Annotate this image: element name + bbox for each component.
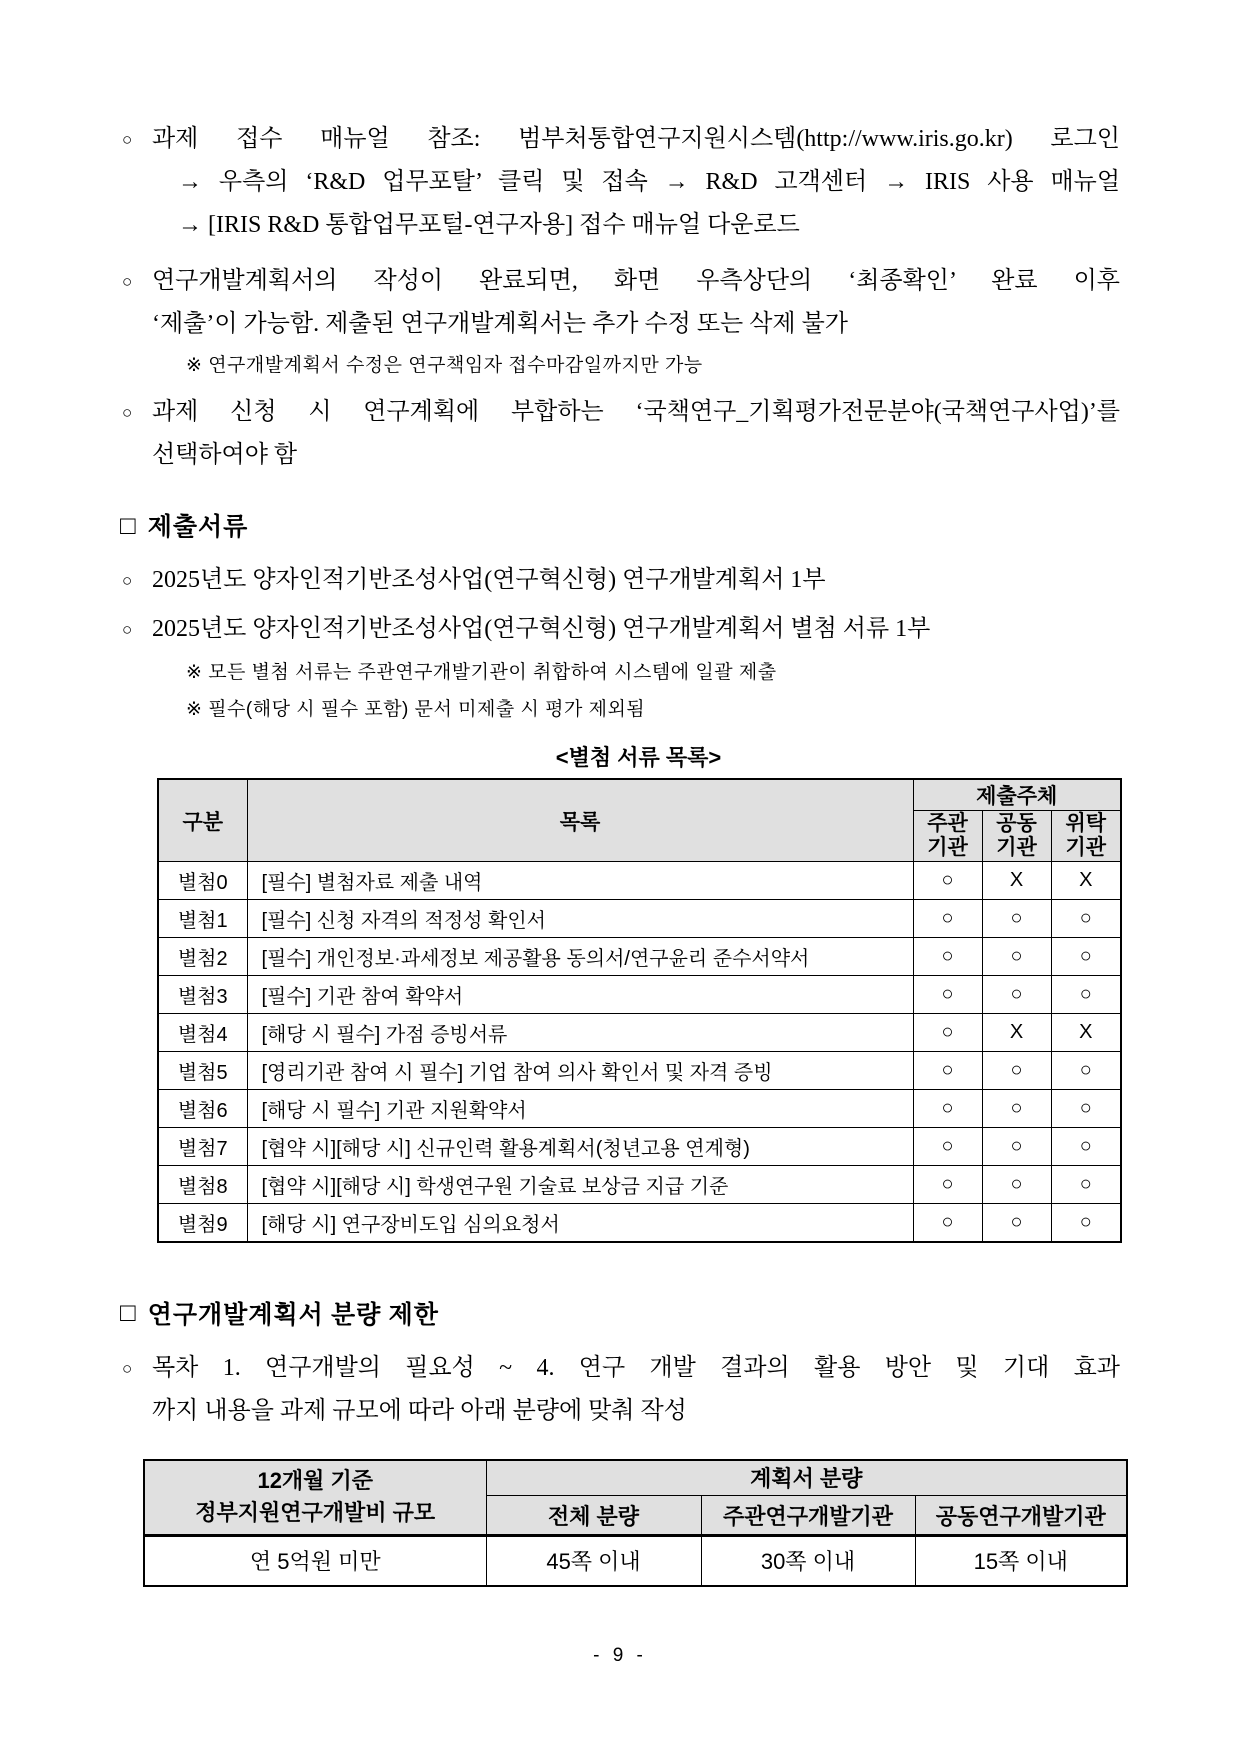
intro-bullet-1 xyxy=(120,118,1120,247)
header-line: 기관 xyxy=(1065,836,1107,859)
col-header-total-volume: 전체 분량 xyxy=(486,1496,701,1536)
table-row xyxy=(158,976,1121,1014)
bullet-circle-marker: ○ xyxy=(122,130,133,149)
attachment-id-cell: 별첨1 xyxy=(158,900,247,938)
attachment-doc-cell: [필수] 개인정보·과세정보 제공활용 동의서/연구윤리 준수서약서 xyxy=(247,938,913,976)
status-joint-cell: ○ xyxy=(982,900,1051,938)
status-lead-cell: ○ xyxy=(913,1052,982,1090)
attachment-id-cell: 별첨4 xyxy=(158,1014,247,1052)
table-row xyxy=(158,900,1121,938)
attachment-doc-cell: [해당 시 필수] 가점 증빙서류 xyxy=(247,1014,913,1052)
col-header-lead-org xyxy=(913,811,982,862)
intro-bullet-1-text xyxy=(152,118,1120,247)
status-lead-cell: ○ xyxy=(913,938,982,976)
status-joint-cell: ○ xyxy=(982,976,1051,1014)
attachment-doc-cell: [협약 시][해당 시] 학생연구원 기술료 보상금 지급 기준 xyxy=(247,1166,913,1204)
submission-bullet-1 xyxy=(120,559,1120,602)
total-volume-cell: 45쪽 이내 xyxy=(486,1536,701,1586)
bullet-circle-marker: ○ xyxy=(122,620,133,639)
text-line: ‘제출’이 가능함. 제출된 연구개발계획서는 추가 수정 또는 삭제 불가 xyxy=(152,311,848,337)
table-row xyxy=(158,862,1121,900)
batch-submit-note: ※ 모든 별첨 서류는 주관연구개발기관이 취합하여 시스템에 일괄 제출 xyxy=(186,662,777,683)
lead-org-volume-cell: 30쪽 이내 xyxy=(701,1536,915,1586)
status-consigned-cell: ○ xyxy=(1051,938,1121,976)
attachment-id-cell: 별첨6 xyxy=(158,1090,247,1128)
table-row xyxy=(158,1128,1121,1166)
text-line: 2025년도 양자인적기반조성사업(연구혁신형) 연구개발계획서 별첨 서류 1부 xyxy=(152,616,931,642)
volume-table xyxy=(143,1459,1128,1587)
submission-bullet-1-text xyxy=(152,559,1120,602)
col-header-plan-volume: 계획서 분량 xyxy=(486,1460,1127,1496)
intro-bullet-3 xyxy=(120,391,1120,477)
status-lead-cell: ○ xyxy=(913,1090,982,1128)
header-line: 공동 xyxy=(996,812,1037,835)
table-row xyxy=(158,1052,1121,1090)
status-consigned-cell: ○ xyxy=(1051,1052,1121,1090)
status-joint-cell: ○ xyxy=(982,1090,1051,1128)
text-line: 과제 신청 시 연구계획에 부합하는 ‘국책연구_기획평가전문분야(국책연구사업)’를 xyxy=(152,399,1120,425)
status-consigned-cell: X xyxy=(1051,862,1121,900)
status-consigned-cell: ○ xyxy=(1051,976,1121,1014)
revision-note: ※ 연구개발계획서 수정은 연구책임자 접수마감일까지만 가능 xyxy=(186,355,703,376)
col-header-consigned-org xyxy=(1051,811,1121,862)
status-joint-cell: ○ xyxy=(982,1052,1051,1090)
status-consigned-cell: ○ xyxy=(1051,1166,1121,1204)
section-title: 제출서류 xyxy=(147,514,249,541)
text-line: → [IRIS R&D 통합업무포털-연구자용] 접수 매뉴얼 다운로드 xyxy=(178,212,800,238)
text-line: 과제 접수 매뉴얼 참조: 범부처통합연구지원시스템(http://www.iris.go.kr) 로그인 xyxy=(152,126,1120,152)
status-consigned-cell: ○ xyxy=(1051,1128,1121,1166)
table-row xyxy=(158,1166,1121,1204)
text-line: 2025년도 양자인적기반조성사업(연구혁신형) 연구개발계획서 1부 xyxy=(152,567,826,593)
intro-bullet-2-text xyxy=(152,260,1120,346)
attachment-doc-cell: [필수] 신청 자격의 적정성 확인서 xyxy=(247,900,913,938)
header-line: 기관 xyxy=(927,836,968,859)
attachment-doc-cell: [해당 시 필수] 기관 지원확약서 xyxy=(247,1090,913,1128)
col-header-budget-scale xyxy=(144,1460,486,1536)
col-header-joint-org-volume: 공동연구개발기관 xyxy=(915,1496,1127,1536)
budget-scale-cell: 연 5억원 미만 xyxy=(144,1536,486,1586)
status-consigned-cell: ○ xyxy=(1051,1204,1121,1242)
col-header-doc-list: 목록 xyxy=(247,779,913,862)
status-consigned-cell: ○ xyxy=(1051,1090,1121,1128)
attachment-id-cell: 별첨0 xyxy=(158,862,247,900)
text-line: 까지 내용을 과제 규모에 따라 아래 분량에 맞춰 작성 xyxy=(152,1397,687,1424)
col-header-submitting-entity: 제출주체 xyxy=(913,779,1121,811)
header-line: 기관 xyxy=(996,836,1037,859)
text-line: 연구개발계획서의 작성이 완료되면, 화면 우측상단의 ‘최종확인’ 완료 이후 xyxy=(152,268,1120,294)
volume-header-row-1 xyxy=(144,1460,1127,1496)
table-row xyxy=(158,938,1121,976)
joint-org-volume-cell: 15쪽 이내 xyxy=(915,1536,1127,1586)
header-line: 위탁 xyxy=(1065,812,1107,835)
square-section-marker: □ xyxy=(120,509,136,540)
header-line: 주관 xyxy=(927,812,968,835)
text-line: 목차 1. 연구개발의 필요성 ~ 4. 연구 개발 결과의 활용 방안 및 기대 효과 xyxy=(152,1354,1120,1381)
bullet-circle-marker: ○ xyxy=(122,571,133,590)
intro-bullet-2 xyxy=(120,260,1120,346)
status-lead-cell: ○ xyxy=(913,862,982,900)
square-section-marker: □ xyxy=(120,1297,136,1327)
exclusion-note: ※ 필수(해당 시 필수 포함) 문서 미제출 시 평가 제외됨 xyxy=(186,699,646,720)
volume-bullet-text xyxy=(152,1347,1120,1433)
status-lead-cell: ○ xyxy=(913,1128,982,1166)
attachments-table-title: <별첨 서류 목록> xyxy=(555,745,722,770)
attachment-doc-cell: [영리기관 참여 시 필수] 기업 참여 의사 확인서 및 자격 증빙 xyxy=(247,1052,913,1090)
section-volume-limit xyxy=(120,1295,1120,1331)
text-line: → 우측의 ‘R&D 업무포탈’ 클릭 및 접속 → R&D 고객센터 → IRIS 사용 매뉴얼 xyxy=(178,169,1120,195)
status-joint-cell: X xyxy=(982,1014,1051,1052)
status-lead-cell: ○ xyxy=(913,976,982,1014)
status-lead-cell: ○ xyxy=(913,1204,982,1242)
bullet-circle-marker: ○ xyxy=(122,1358,133,1378)
bullet-circle-marker: ○ xyxy=(122,272,133,291)
col-header-joint-org xyxy=(982,811,1051,862)
attachment-id-cell: 별첨3 xyxy=(158,976,247,1014)
status-joint-cell: X xyxy=(982,862,1051,900)
attachment-id-cell: 별첨2 xyxy=(158,938,247,976)
text-line: 선택하여야 함 xyxy=(152,442,298,468)
status-lead-cell: ○ xyxy=(913,1014,982,1052)
volume-bullet xyxy=(120,1347,1120,1433)
attachment-doc-cell: [필수] 기관 참여 확약서 xyxy=(247,976,913,1014)
section-submission-docs xyxy=(120,507,1120,543)
attachment-id-cell: 별첨7 xyxy=(158,1128,247,1166)
table-row xyxy=(158,1204,1121,1242)
status-consigned-cell: X xyxy=(1051,1014,1121,1052)
table-row xyxy=(158,1090,1121,1128)
status-joint-cell: ○ xyxy=(982,1128,1051,1166)
status-lead-cell: ○ xyxy=(913,1166,982,1204)
status-lead-cell: ○ xyxy=(913,900,982,938)
attachment-id-cell: 별첨5 xyxy=(158,1052,247,1090)
attachment-id-cell: 별첨9 xyxy=(158,1204,247,1242)
attachment-id-cell: 별첨8 xyxy=(158,1166,247,1204)
col-header-category: 구분 xyxy=(158,779,247,862)
attachments-header-row-1 xyxy=(158,779,1121,811)
status-joint-cell: ○ xyxy=(982,1204,1051,1242)
table-row xyxy=(158,1014,1121,1052)
submission-bullet-2 xyxy=(120,608,1120,651)
table-row xyxy=(144,1536,1127,1586)
page-number: - 9 - xyxy=(593,1645,647,1666)
header-line: 정부지원연구개발비 규모 xyxy=(195,1500,436,1526)
attachments-table xyxy=(157,778,1122,1243)
status-joint-cell: ○ xyxy=(982,938,1051,976)
status-consigned-cell: ○ xyxy=(1051,900,1121,938)
attachment-doc-cell: [해당 시] 연구장비도입 심의요청서 xyxy=(247,1204,913,1242)
col-header-lead-org-volume: 주관연구개발기관 xyxy=(701,1496,915,1536)
submission-bullet-2-text xyxy=(152,608,1120,651)
intro-bullet-3-text xyxy=(152,391,1120,477)
attachment-doc-cell: [필수] 별첨자료 제출 내역 xyxy=(247,862,913,900)
attachment-doc-cell: [협약 시][해당 시] 신규인력 활용계획서(청년고용 연계형) xyxy=(247,1128,913,1166)
header-line: 12개월 기준 xyxy=(257,1468,374,1494)
section-title: 연구개발계획서 분량 제한 xyxy=(147,1301,439,1329)
bullet-circle-marker: ○ xyxy=(122,403,133,422)
status-joint-cell: ○ xyxy=(982,1166,1051,1204)
